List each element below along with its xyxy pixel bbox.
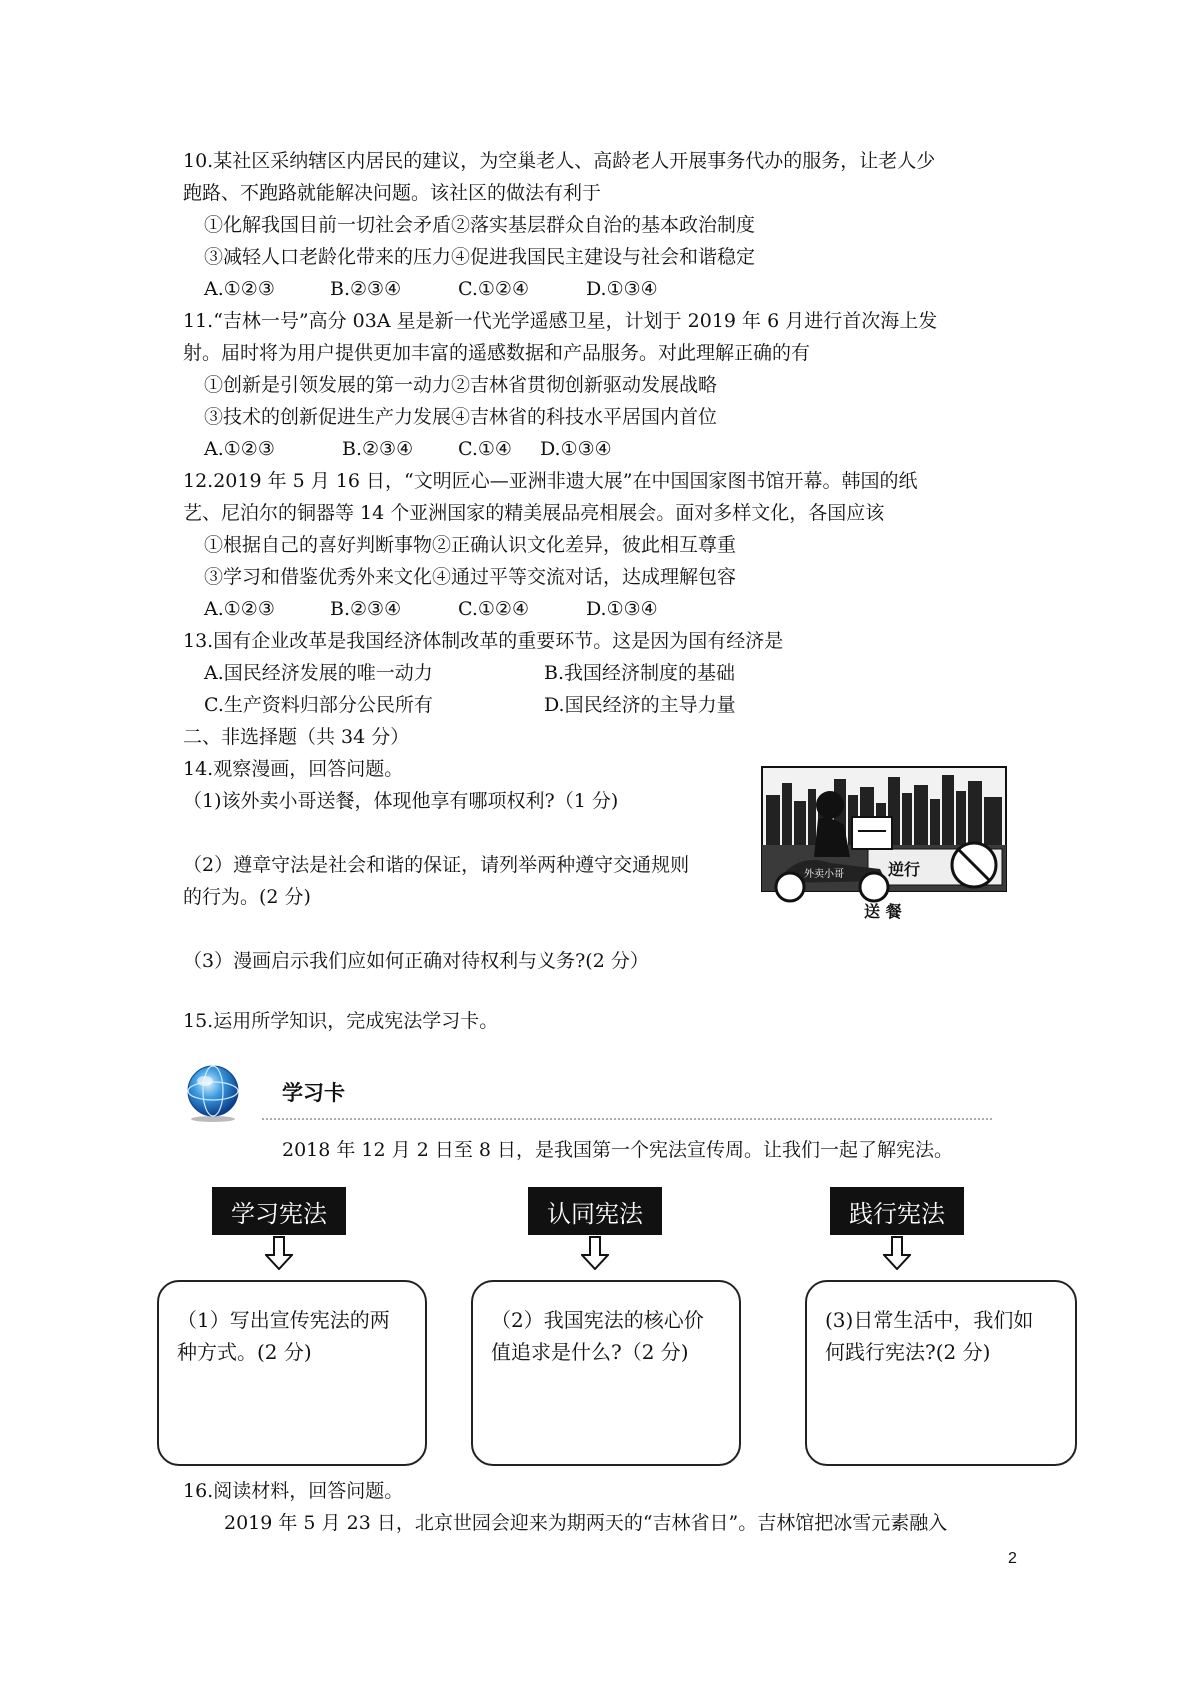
down-arrow-icon: [883, 1236, 911, 1270]
section-heading: 二、非选择题（共 34 分）: [183, 726, 410, 748]
answer-box-1-line2: 种方式。(2 分): [177, 1340, 312, 1364]
cartoon-illustration: [760, 765, 1008, 925]
q11-option-d: D.①③④: [540, 438, 612, 460]
study-card-title: 学习卡: [282, 1081, 345, 1105]
q12-option-c: C.①②④: [458, 598, 529, 620]
q13-option-a: A.国民经济发展的唯一动力: [204, 662, 433, 684]
answer-box-1-line1: （1）写出宣传宪法的两: [177, 1308, 390, 1332]
answer-box-3-line2: 何践行宪法?(2 分): [825, 1340, 991, 1364]
q10-statement-line1: ①化解我国目前一切社会矛盾②落实基层群众自治的基本政治制度: [204, 214, 756, 236]
cartoon-caption: 送 餐: [864, 902, 902, 921]
delivery-cartoon: [760, 765, 1008, 925]
down-arrow-icon: [265, 1236, 293, 1270]
header-study-constitution: 学习宪法: [212, 1187, 346, 1235]
q12-option-d: D.①③④: [586, 598, 658, 620]
study-card-divider: [262, 1118, 992, 1120]
q12-statement-line1: ①根据自己的喜好判断事物②正确认识文化差异，彼此相互尊重: [204, 534, 737, 556]
q13-option-b: B.我国经济制度的基础: [544, 662, 736, 684]
header-identify-constitution: 认同宪法: [528, 1187, 662, 1235]
q10-statement-line2: ③减轻人口老龄化带来的压力④促进我国民主建设与社会和谐稳定: [204, 246, 756, 268]
q10-option-d: D.①③④: [586, 278, 658, 300]
q14-sub2-line1: （2）遵章守法是社会和谐的保证，请列举两种遵守交通规则: [183, 854, 690, 876]
down-arrow-icon: [581, 1236, 609, 1270]
q11-option-c: C.①④: [458, 438, 512, 460]
q11-stem-line1: 11.“吉林一号”高分 03A 星是新一代光学遥感卫星，计划于 2019 年 6 月进行首次海上发: [183, 310, 938, 332]
cartoon-bike-text: 外卖小哥: [804, 869, 844, 880]
q13-option-c: C.生产资料归部分公民所有: [204, 694, 433, 716]
q12-stem-line2: 艺、尼泊尔的铜器等 14 个亚洲国家的精美展品亮相展会。面对多样文化，各国应该: [183, 502, 885, 524]
q14-sub2-line2: 的行为。(2 分): [183, 886, 311, 908]
q11-option-b: B.②③④: [342, 438, 414, 460]
answer-box-2: [471, 1280, 741, 1466]
q10-option-c: C.①②④: [458, 278, 529, 300]
q11-option-a: A.①②③: [204, 438, 275, 460]
q10-stem-line2: 跑路、不跑路就能解决问题。该社区的做法有利于: [183, 182, 602, 204]
q14-sub1: （1)该外卖小哥送餐，体现他享有哪项权利?（1 分): [183, 790, 619, 812]
answer-box-1: [157, 1280, 427, 1466]
q10-option-a: A.①②③: [204, 278, 275, 300]
q16-title: 16.阅读材料，回答问题。: [183, 1480, 404, 1502]
answer-box-2-line1: （2）我国宪法的核心价: [491, 1308, 704, 1332]
q11-statement-line1: ①创新是引领发展的第一动力②吉林省贯彻创新驱动发展战略: [204, 374, 718, 396]
page-number: 2: [1008, 1550, 1017, 1567]
q14-sub3: （3）漫画启示我们应如何正确对待权利与义务?(2 分）: [183, 950, 649, 972]
q12-option-b: B.②③④: [330, 598, 402, 620]
q10-option-b: B.②③④: [330, 278, 402, 300]
q14-title: 14.观察漫画，回答问题。: [183, 758, 404, 780]
q13-option-d: D.国民经济的主导力量: [544, 694, 736, 716]
header-practice-constitution: 践行宪法: [830, 1187, 964, 1235]
q11-stem-line2: 射。届时将为用户提供更加丰富的遥感数据和产品服务。对此理解正确的有: [183, 342, 811, 364]
q13-stem: 13.国有企业改革是我国经济体制改革的重要环节。这是因为国有经济是: [183, 630, 784, 652]
globe-icon: [183, 1063, 243, 1123]
answer-box-3: [805, 1280, 1077, 1466]
q12-stem-line1: 12.2019 年 5 月 16 日，“文明匠心—亚洲非遗大展”在中国国家图书馆开幕。韩国的纸: [183, 470, 918, 492]
q10-stem-line1: 10.某社区采纳辖区内居民的建议，为空巢老人、高龄老人开展事务代办的服务，让老人少: [183, 150, 936, 172]
q12-option-a: A.①②③: [204, 598, 275, 620]
q11-statement-line2: ③技术的创新促进生产力发展④吉林省的科技水平居国内首位: [204, 406, 718, 428]
q16-material-line1: 2019 年 5 月 23 日，北京世园会迎来为期两天的“吉林省日”。吉林馆把冰雪元素融入: [224, 1512, 948, 1534]
q12-statement-line2: ③学习和借鉴优秀外来文化④通过平等交流对话，达成理解包容: [204, 566, 737, 588]
answer-box-2-line2: 值追求是什么?（2 分): [491, 1340, 689, 1364]
study-card-intro: 2018 年 12 月 2 日至 8 日，是我国第一个宪法宣传周。让我们一起了解宪法。: [282, 1139, 953, 1161]
answer-box-3-line1: (3)日常生活中，我们如: [825, 1308, 1034, 1332]
cartoon-sign-text: 逆行: [888, 860, 921, 879]
q15-title: 15.运用所学知识，完成宪法学习卡。: [183, 1010, 499, 1032]
